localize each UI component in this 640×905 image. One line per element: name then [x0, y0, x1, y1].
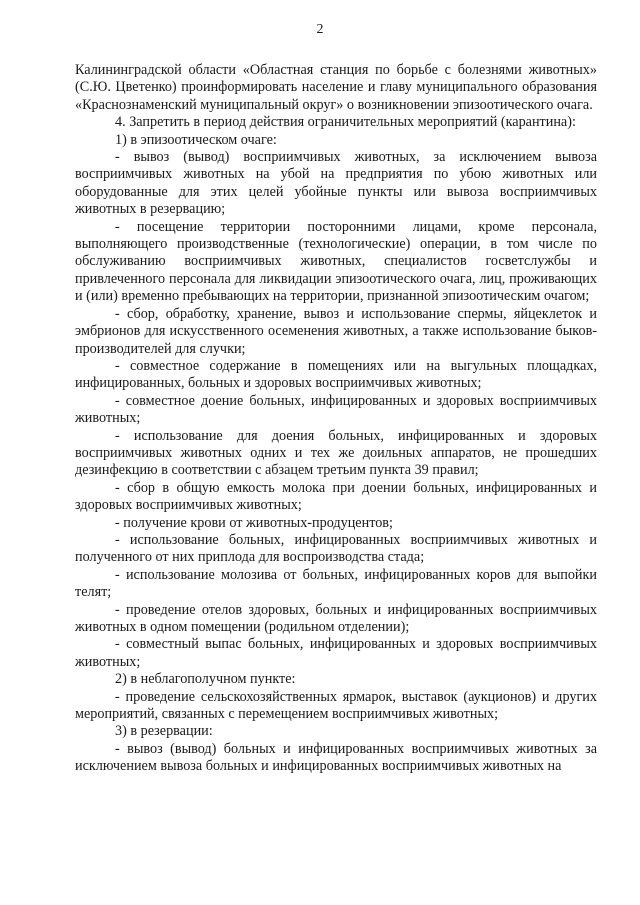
paragraph: - получение крови от животных-продуцентов; — [115, 514, 393, 531]
paragraph: 4. Запретить в период действия ограничительных мероприятий (карантина): — [115, 114, 576, 131]
paragraph: - сбор в общую емкость молока при доении больных, инфицированных и здоровых восприимчивых животных; — [75, 479, 597, 514]
paragraph: - использование для доения больных, инфицированных и здоровых восприимчивых животных одних и тех же доильных аппаратов, не прошедших дезинфекцию в соответствии с абзацем третьим пункта 39 правил; — [75, 427, 597, 479]
paragraph: 1) в эпизоотическом очаге: — [115, 131, 277, 148]
paragraph: 3) в резервации: — [115, 723, 213, 740]
paragraph: - проведение сельскохозяйственных ярмарок, выставок (аукционов) и других мероприятий, связанных с перемещением восприимчивых животных; — [75, 688, 597, 723]
paragraph: - совместное содержание в помещениях или на выгульных площадках, инфицированных, больных и здоровых восприимчивых животных; — [75, 357, 597, 392]
page-number: 2 — [316, 22, 324, 37]
paragraph: - совместный выпас больных, инфицированных и здоровых восприимчивых животных; — [75, 636, 597, 670]
paragraph: - вывоз (вывод) больных и инфицированных восприимчивых животных за исключением вывоза больных и инфицированных восприимчивых животных на — [75, 740, 597, 775]
paragraph: - посещение территории посторонними лицами, кроме персонала, выполняющего производственные (технологические) операции, в том числе по обслуживанию восприимчивых животных, специалистов госветслужбы и привлеченного персонала для ликвидации эпизоотического очага, лиц, проживающих и (или) временно пребывающих на территории, признанной эпизоотическим очагом; — [75, 218, 597, 305]
paragraph: - использование молозива от больных, инфицированных коров для выпойки телят; — [75, 566, 597, 601]
paragraph: - проведение отелов здоровых, больных и инфицированных восприимчивых животных в одном помещении (родильном отделении); — [75, 601, 597, 635]
paragraph: - вывоз (вывод) восприимчивых животных, за исключением вывоза восприимчивых животных на убой на предприятия по убою животных или оборудованные для этих целей убойные пункты или вывоза восприимчивых животных в резервацию; — [75, 149, 597, 218]
paragraph: Калининградской области «Областная станция по борьбе с болезнями животных» (С.Ю. Цветенко) проинформировать население и главу муниципального образования «Краснознаменский муниципальный округ» о возникновении эпизоотического очага. — [75, 62, 597, 113]
document-body — [75, 62, 597, 776]
paragraph: - совместное доение больных, инфицированных и здоровых восприимчивых животных; — [75, 392, 597, 427]
paragraph: - использование больных, инфицированных восприимчивых животных и полученного от них приплода для воспроизводства стада; — [75, 531, 597, 566]
paragraph: - сбор, обработку, хранение, вывоз и использование спермы, яйцеклеток и эмбрионов для искусственного осеменения животных, а также использование быков-производителей для случки; — [75, 305, 597, 357]
paragraph: 2) в неблагополучном пункте: — [115, 671, 296, 688]
